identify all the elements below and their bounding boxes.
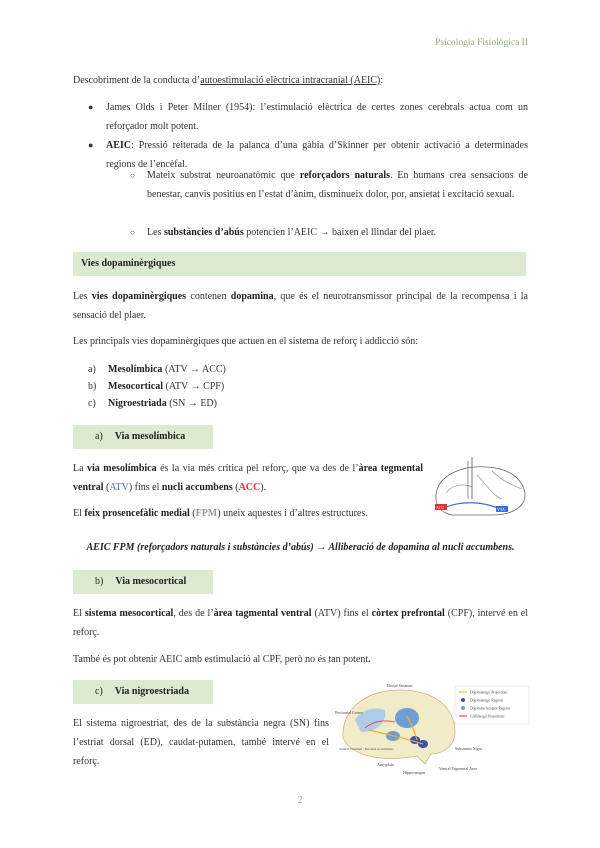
- aeic-summary-line: AEIC FPM (reforçadors naturals i substàncies d’abús) → Alliberació de dopamina al nucli accumbens.: [86, 542, 515, 553]
- subbullet-abus: ○ Les substàncies d’abús potencien l’AEIC → baixen el llindar del plaer.: [130, 223, 528, 242]
- bullet-text: : Pressió reiterada de la palanca d’una gàbia d’Skinner per obtenir activació a determinades regions de l’encèfal.: [106, 140, 528, 170]
- bullet-text: James Olds i Peter Milner (1954): l’estimulació elèctrica de certes zones cerebrals actua com un reforçador molt potent.: [106, 102, 528, 132]
- list-item: c) Nigroestriada (SN → ED): [88, 398, 217, 409]
- fpm-paragraph: El feix prosencefàlic medial (FPM) uneix aquestes i d’altres estructures.: [73, 508, 368, 519]
- intro-paragraph: [73, 71, 528, 90]
- subsection-heading-nigroestriada: c) Via nigroestriada: [73, 680, 213, 704]
- page-number: 2: [297, 795, 303, 806]
- label-hippocampus: Hippocampus: [403, 770, 426, 775]
- vies-paragraph: Les vies dopaminèrgiques contenen dopamina, que és el neurotransmissor principal de la recompensa i la sensació del plaer.: [73, 291, 528, 321]
- rat-brain-diagram: [432, 455, 530, 525]
- bullet-bold: AEIC: [106, 140, 132, 151]
- principals-paragraph: Les principals vies dopaminèrgiques que actuen en el sistema de reforç i addicció són:: [73, 336, 418, 347]
- label-ventral-striatum: Ventral Striatum / Nucleus Accumbens: [339, 747, 394, 751]
- circle-bullet-icon: ○: [130, 171, 135, 180]
- list-item: a) Mesolímbica (ATV → ACC): [88, 364, 226, 375]
- legend-dopaminergic-projections: Dopaminergic Projections: [470, 690, 508, 695]
- legend-receptor-regions: Dopamine receptor Regions: [470, 706, 511, 711]
- subbullet-substrat: ○ Mateix substrat neuroanatòmic que reforçadors naturals. En humans crea sensacions de benestar, canvis positius en l’estat d’ànim, disminueix dolor, por, ansietat i excitació sexual.: [130, 166, 528, 204]
- intro-pre: Descobriment de la conducta d’: [73, 75, 201, 86]
- subsection-heading-mesocortical: b) Via mesocortical: [73, 570, 213, 594]
- bullet-olds-milner: [88, 98, 528, 136]
- rat-acc-label: ACC: [436, 505, 445, 510]
- intro-post: :: [380, 75, 384, 86]
- nigroestriada-paragraph: El sistema nigroestriat, des de la substància negra (SN) fins l’estriat dorsal (ED), caudat-putamen, també intervé en el reforç.: [73, 718, 329, 767]
- label-amygdala: Amygdala: [377, 762, 394, 767]
- bullet-dot-icon: ●: [88, 140, 94, 150]
- rat-vta-label: VTA: [497, 507, 505, 512]
- bullet-dot-icon: ●: [88, 102, 94, 112]
- intro-link[interactable]: autoestimulació elèctrica intracranial (AEIC): [200, 75, 381, 86]
- section-heading-vies: Vies dopaminèrgiques: [73, 252, 526, 276]
- label-dorsal-striatum: Dorsal Striatum: [387, 683, 413, 688]
- label-vta: Ventral Tegmental Area: [439, 766, 477, 771]
- label-prefrontal: Prefrontal Cortex: [335, 710, 363, 715]
- subsection-heading-mesolimbica: a) Via mesolímbica: [73, 425, 213, 449]
- label-substantia-nigra: Substantia Nigra: [455, 746, 482, 751]
- running-header: Psicologia Fisiològica II: [435, 38, 528, 48]
- mesocortical-paragraph: El sistema mesocortical, des de l’àrea tagmental ventral (ATV) fins el còrtex prefrontal (CPF), intervé en el reforç.: [73, 608, 528, 638]
- mesolimbica-paragraph: La via mesolímbica és la via més crítica pel reforç, que va des de l’àrea tegmental ventral (ATV) fins el nucli accumbens (ACC).: [73, 463, 423, 493]
- legend-dopaminergic-regions: Dopaminergic Regions: [470, 698, 504, 703]
- cpf-paragraph: També és pot obtenir AEIC amb estimulació al CPF, però no és tan potent.: [73, 654, 371, 665]
- list-item: b) Mesocortical (ATV → CPF): [88, 381, 225, 392]
- legend-gabaergic-projections: GABAergic Projections: [470, 714, 505, 719]
- circle-bullet-icon: ○: [130, 228, 135, 237]
- human-brain-diagram: [335, 680, 530, 780]
